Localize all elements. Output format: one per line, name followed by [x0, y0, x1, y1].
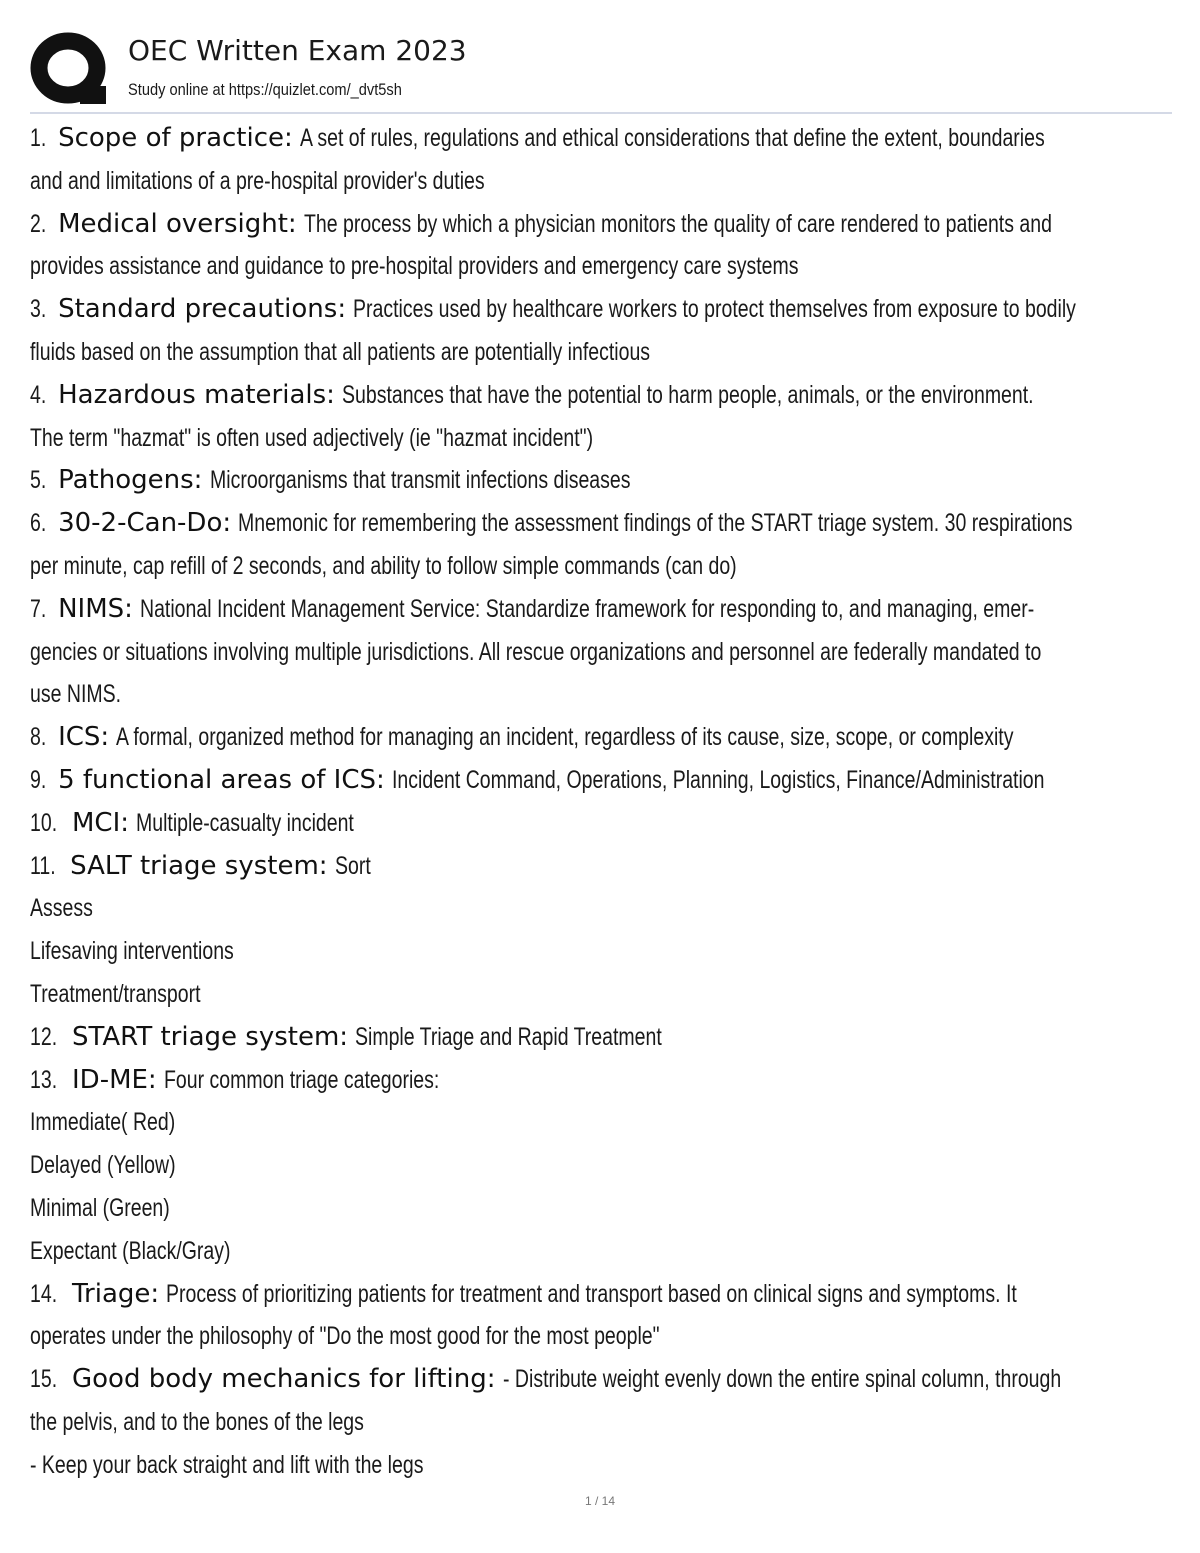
- flashcard-definition-line: [30, 1100, 1172, 1143]
- flashcard-number: 4.: [30, 380, 47, 409]
- flashcard-first-line: [30, 1357, 1172, 1400]
- flashcard-definition-line: [30, 672, 1172, 715]
- flashcard-item: [30, 458, 1172, 501]
- flashcard-definition-text: National Incident Management Service: Standardize framework for responding to, and managing, emer-: [140, 594, 1035, 623]
- flashcard-definition-text: Assess: [30, 894, 93, 923]
- flashcard-definition-line: [30, 1229, 1172, 1272]
- flashcard-number: 3.: [30, 295, 47, 324]
- flashcard-definition-text: use NIMS.: [30, 680, 122, 709]
- flashcard-definition-line: [30, 1443, 1172, 1486]
- flashcard-definition-line: [30, 929, 1172, 972]
- flashcard-number: 12.: [30, 1022, 58, 1051]
- flashcard-definition-text: Substances that have the potential to harm people, animals, or the environment.: [342, 380, 1034, 409]
- flashcard-first-line: [30, 373, 1172, 416]
- flashcard-item: [30, 501, 1172, 587]
- flashcard-item: [30, 202, 1172, 288]
- flashcard-term: ICS:: [58, 722, 110, 753]
- flashcard-first-line: [30, 1015, 1172, 1058]
- flashcard-definition-text: - Distribute weight evenly down the entire spinal column, through: [502, 1365, 1061, 1394]
- quizlet-logo-icon: [30, 32, 110, 108]
- flashcard-item: [30, 373, 1172, 459]
- flashcard-definition-line: [30, 159, 1172, 202]
- flashcard-definition-text: Expectant (Black/Gray): [30, 1236, 231, 1265]
- flashcard-definition-text: - Keep your back straight and lift with the legs: [30, 1450, 424, 1479]
- flashcard-definition-text: Four common triage categories:: [163, 1065, 440, 1094]
- flashcard-term: MCI:: [72, 807, 130, 838]
- flashcard-item: [30, 844, 1172, 1015]
- flashcard-term: Hazardous materials:: [58, 379, 335, 410]
- flashcard-item: [30, 1058, 1172, 1272]
- flashcard-definition-text: Sort: [334, 851, 371, 880]
- flashcard-first-line: [30, 758, 1172, 801]
- flashcard-number: 7.: [30, 594, 47, 623]
- flashcard-term: NIMS:: [58, 593, 133, 624]
- flashcard-number: 15.: [30, 1365, 58, 1394]
- flashcard-definition-text: Practices used by healthcare workers to protect themselves from exposure to bodily: [353, 295, 1077, 324]
- flashcard-term: ID-ME:: [72, 1064, 157, 1095]
- flashcard-number: 10.: [30, 808, 58, 837]
- flashcard-definition-text: Treatment/transport: [30, 979, 201, 1008]
- flashcard-item: [30, 287, 1172, 373]
- flashcard-definition-text: provides assistance and guidance to pre-hospital providers and emergency care systems: [30, 252, 799, 281]
- flashcard-definition-text: Minimal (Green): [30, 1193, 170, 1222]
- flashcard-definition-text: Delayed (Yellow): [30, 1151, 176, 1180]
- flashcard-definition-text: Microorganisms that transmit infections diseases: [209, 466, 631, 495]
- flashcard-first-line: [30, 587, 1172, 630]
- flashcard-definition-text: Multiple-casualty incident: [136, 808, 355, 837]
- flashcard-term: Triage:: [72, 1278, 160, 1309]
- flashcard-first-line: [30, 1058, 1172, 1101]
- flashcard-first-line: [30, 1272, 1172, 1315]
- flashcard-definition-text: per minute, cap refill of 2 seconds, and ability to follow simple commands (can do): [30, 551, 737, 580]
- flashcard-number: 14.: [30, 1279, 58, 1308]
- flashcard-definition-line: [30, 1143, 1172, 1186]
- flashcard-definition-line: [30, 1400, 1172, 1443]
- document-header: [30, 28, 1172, 112]
- flashcard-term: Scope of practice:: [58, 123, 293, 153]
- flashcard-definition-line: [30, 330, 1172, 373]
- flashcard-number: 8.: [30, 723, 47, 752]
- flashcard-item: [30, 1015, 1172, 1058]
- flashcard-item: [30, 1357, 1172, 1485]
- flashcard-item: [30, 801, 1172, 844]
- flashcard-term: SALT triage system:: [70, 850, 328, 881]
- flashcard-first-line: [30, 116, 1172, 159]
- flashcard-number: 11.: [30, 851, 56, 880]
- flashcard-definition-text: Lifesaving interventions: [30, 937, 234, 966]
- flashcard-definition-line: [30, 886, 1172, 929]
- flashcard-item: [30, 758, 1172, 801]
- flashcard-definition-line: [30, 630, 1172, 673]
- flashcard-number: 2.: [30, 209, 47, 238]
- page-indicator: 1 / 14: [584, 1494, 616, 1508]
- flashcard-definition-line: [30, 244, 1172, 287]
- flashcard-item: [30, 116, 1172, 202]
- study-online-link[interactable]: Study online at https://quizlet.com/_dvt5sh: [128, 80, 402, 99]
- flashcard-first-line: [30, 202, 1172, 245]
- flashcard-definition-text: the pelvis, and to the bones of the legs: [30, 1407, 364, 1436]
- flashcard-definition-line: [30, 1314, 1172, 1357]
- flashcard-definition-text: The term "hazmat" is often used adjectively (ie "hazmat incident"): [30, 423, 594, 452]
- flashcard-definition-text: operates under the philosophy of "Do the most good for the most people": [30, 1322, 660, 1351]
- flashcard-term: 5 functional areas of ICS:: [58, 764, 385, 795]
- flashcard-item: [30, 715, 1172, 758]
- flashcard-definition-text: A set of rules, regulations and ethical considerations that define the extent, boundaries: [300, 124, 1045, 152]
- flashcard-definition-text: A formal, organized method for managing an incident, regardless of its cause, size, scope, or complexity: [116, 723, 1014, 752]
- flashcard-item: [30, 587, 1172, 715]
- flashcard-definition-text: Immediate( Red): [30, 1108, 176, 1137]
- flashcard-term: Standard precautions:: [58, 294, 347, 325]
- flashcard-first-line: [30, 287, 1172, 330]
- flashcard-definition-line: [30, 972, 1172, 1015]
- flashcard-definition-text: gencies or situations involving multiple jurisdictions. All rescue organizations and personnel are federally mandated to: [30, 637, 1042, 666]
- flashcard-first-line: [30, 844, 1172, 887]
- flashcard-definition-text: Mnemonic for remembering the assessment findings of the START triage system. 30 respirations: [238, 509, 1073, 538]
- flashcard-item: [30, 1272, 1172, 1358]
- document-title: OEC Written Exam 2023: [128, 34, 467, 67]
- flashcard-definition-line: [30, 1186, 1172, 1229]
- flashcard-number: 1.: [30, 124, 47, 152]
- flashcard-number: 5.: [30, 466, 47, 495]
- flashcard-first-line: [30, 458, 1172, 501]
- flashcard-definition-text: Process of prioritizing patients for treatment and transport based on clinical signs and symptoms. It: [166, 1279, 1018, 1308]
- flashcard-term: Medical oversight:: [58, 208, 297, 239]
- flashcard-definition-text: fluids based on the assumption that all patients are potentially infectious: [30, 337, 651, 366]
- flashcard-list: [30, 116, 1172, 1486]
- flashcard-definition-text: The process by which a physician monitors the quality of care rendered to patients and: [303, 209, 1052, 238]
- header-divider: [30, 112, 1172, 114]
- flashcard-term: START triage system:: [72, 1021, 349, 1052]
- flashcard-number: 13.: [30, 1065, 58, 1094]
- flashcard-definition-line: [30, 544, 1172, 587]
- flashcard-definition-text: Simple Triage and Rapid Treatment: [355, 1022, 663, 1051]
- flashcard-first-line: [30, 501, 1172, 544]
- flashcard-number: 9.: [30, 765, 47, 794]
- flashcard-definition-text: and and limitations of a pre-hospital provider's duties: [30, 166, 485, 195]
- flashcard-first-line: [30, 715, 1172, 758]
- flashcard-number: 6.: [30, 509, 47, 538]
- flashcard-term: Pathogens:: [58, 465, 203, 496]
- flashcard-term: 30-2-Can-Do:: [58, 508, 232, 539]
- flashcard-definition-text: Incident Command, Operations, Planning, Logistics, Finance/Administration: [391, 765, 1045, 794]
- flashcard-definition-line: [30, 416, 1172, 459]
- flashcard-first-line: [30, 801, 1172, 844]
- flashcard-term: Good body mechanics for lifting:: [72, 1364, 496, 1395]
